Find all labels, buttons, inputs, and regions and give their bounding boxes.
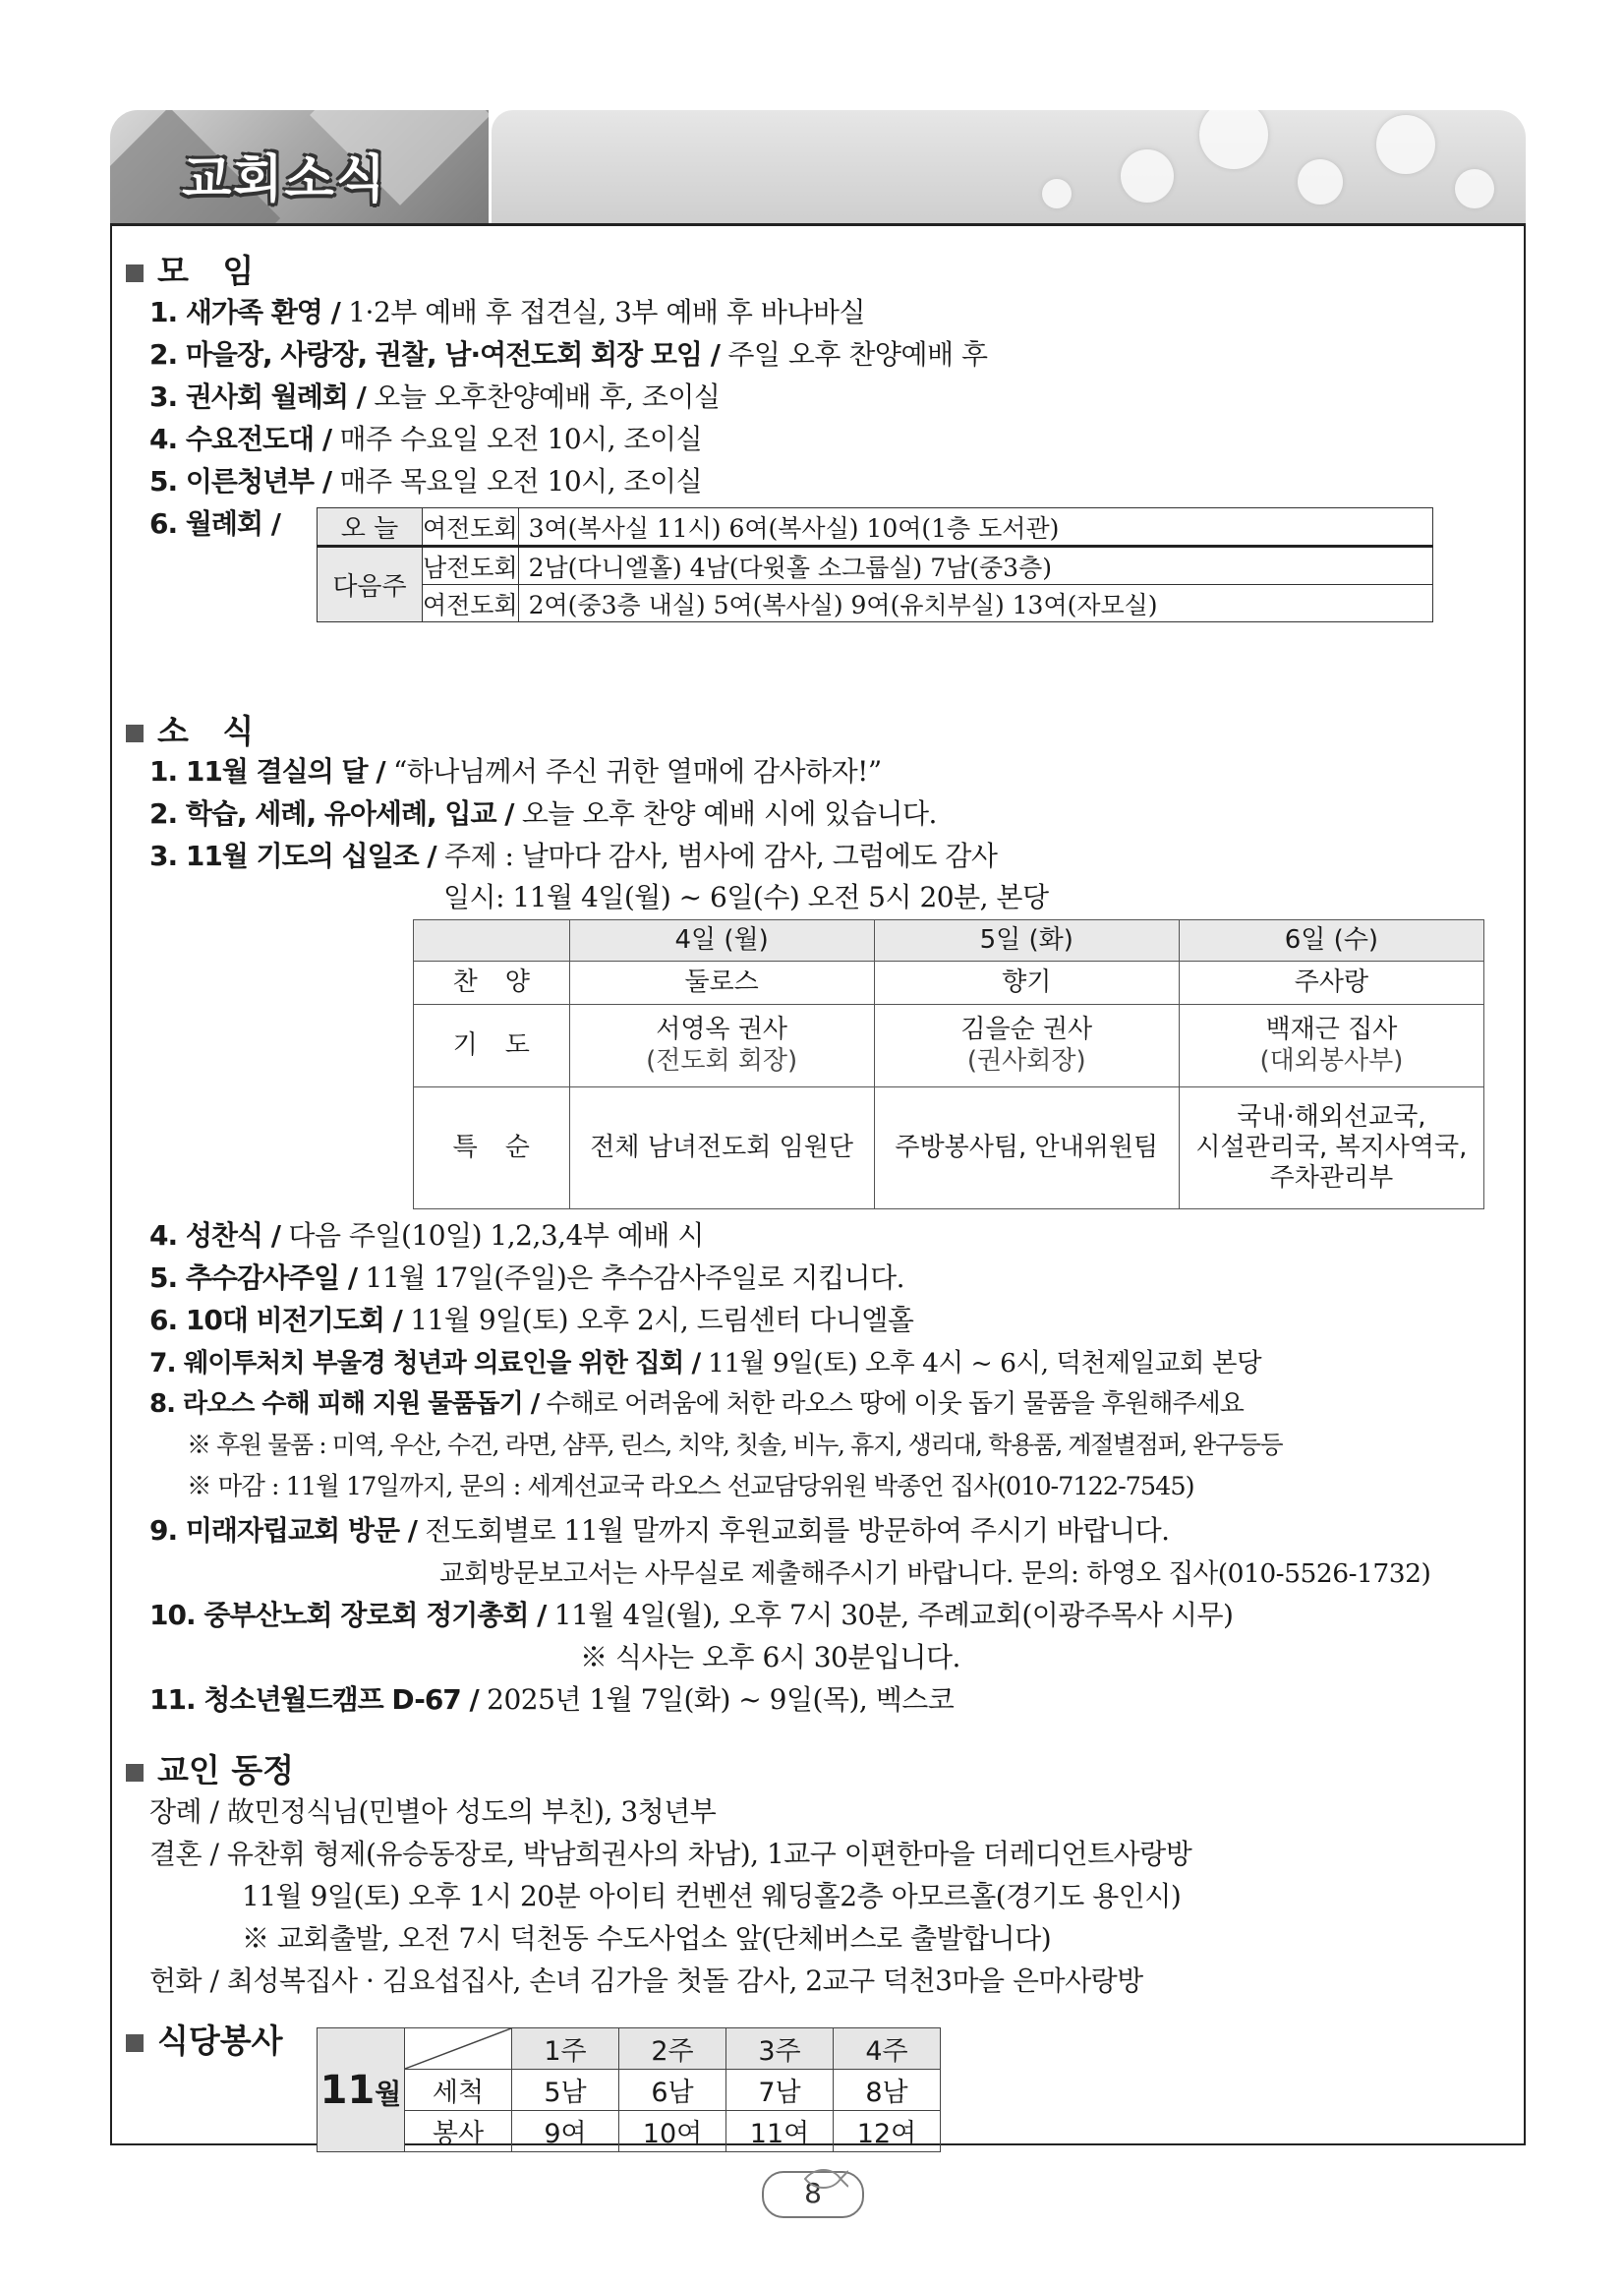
table-cell: 국내·해외선교국, 시설관리국, 복지사역국, 주차관리부 [1179,1087,1483,1209]
sosik-item: 3. 11월 기도의 십일조 / 주제 : 날마다 감사, 범사에 감사, 그럼에도 감사 [149,840,998,872]
row-label: 봉사 [405,2111,512,2152]
bullet-square-icon [126,2034,144,2052]
wolrye-text: 2남(다니엘홀) 4남(다윗홀 소그룹실) 7남(중3층) [518,547,1432,585]
row-label-teuksun: 특순 [414,1087,570,1209]
section-heading-gyoin: 교인 동정 [126,1745,294,1791]
section-heading-siktang: 식당봉사 [126,2016,283,2062]
wolrye-text: 2여(중3층 내실) 5여(복사실) 9여(유치부실) 13여(자모실) [518,585,1432,622]
blossom-decor [1455,169,1494,208]
sosik-item10-sub: ※ 식사는 오후 6시 30분입니다. [580,1641,960,1673]
table-cell: 8남 [834,2070,941,2111]
sosik-item3-date: 일시: 11월 4일(월) ~ 6일(수) 오전 5시 20분, 본당 [443,881,1049,913]
prayer-table [413,919,1484,1209]
moim-item: 5. 이른청년부 / 매주 목요일 오전 10시, 조이실 [149,465,703,498]
gyoin-line: 헌화 / 최성복집사 · 김요섭집사, 손녀 김가을 첫돌 감사, 2교구 덕천3마을 은마사랑방 [149,1964,1143,1997]
sosik-item: 8. 라오스 수해 피해 지원 물품돕기 / 수해로 어려움에 처한 라오스 땅에 이웃 돕기 물품을 후원해주세요 [149,1389,1244,1419]
table-cell: 김을순 권사 (권사회장) [874,1005,1179,1087]
header-banner-right [492,110,1526,223]
moim-item: 6. 월례회 / [149,507,280,540]
sosik-item: 1. 11월 결실의 달 / “하나님께서 주신 귀한 열매에 감사하자!” [149,755,882,788]
wolrye-group: 여전도회 [423,585,519,622]
gyoin-line: 결혼 / 유찬휘 형제(유승동장로, 박남희권사의 차남), 1교구 이편한마을 더레디언트사랑방 [149,1838,1192,1870]
donation-items-note: ※ 후원 물품 : 미역, 우산, 수건, 라면, 샴푸, 린스, 치약, 칫솔, 비누, 휴지, 생리대, 학용품, 계절별점퍼, 완구등등 [187,1431,1283,1459]
bullet-square-icon [126,264,144,282]
table-cell: 7남 [726,2070,834,2111]
diagonal-line [405,2028,511,2069]
table-cell: 6남 [619,2070,726,2111]
day-header: 4일 (월) [569,920,874,962]
sosik-item: 5. 추수감사주일 / 11월 17일(주일)은 추수감사주일로 지킵니다. [149,1261,905,1294]
gyoin-line: ※ 교회출발, 오전 7시 덕천동 수도사업소 앞(단체버스로 출발합니다) [242,1922,1052,1955]
week-header: 2주 [619,2028,726,2070]
sosik-item9-sub: 교회방문보고서는 사무실로 제출해주시기 바랍니다. 문의: 하영오 집사(010-5526-1732) [439,1558,1431,1589]
wolrye-next-label: 다음주 [318,547,423,622]
table-cell: 주사랑 [1179,962,1483,1005]
sosik-item: 4. 성찬식 / 다음 주일(10일) 1,2,3,4부 예배 시 [149,1219,704,1252]
section-heading-sosik: 소 식 [126,706,254,752]
table-cell: 향기 [874,962,1179,1005]
meal-service-table [317,2027,941,2152]
blossom-decor [1199,110,1268,169]
row-label-chanyang: 찬양 [414,962,570,1005]
wolrye-table [317,507,1433,622]
week-header: 4주 [834,2028,941,2070]
sosik-item: 9. 미래자립교회 방문 / 전도회별로 11월 말까지 후원교회를 방문하여 주시기 바랍니다. [149,1514,1170,1547]
day-header: 5일 (화) [874,920,1179,962]
moim-item: 1. 새가족 환영 / 1·2부 예배 후 접견실, 3부 예배 후 바나바실 [149,296,866,328]
blossom-decor [1298,159,1343,205]
wolrye-group: 남전도회 [423,547,519,585]
sosik-item: 11. 청소년월드캠프 D-67 / 2025년 1월 7일(화) ~ 9일(목), 벡스코 [149,1683,955,1716]
page-number: 8 [762,2171,864,2218]
week-header: 1주 [512,2028,619,2070]
bullet-square-icon [126,1764,144,1782]
table-corner [414,920,570,962]
week-header: 3주 [726,2028,834,2070]
wolrye-today-label: 오 늘 [318,508,423,547]
bullet-square-icon [126,725,144,742]
moim-item: 2. 마을장, 사랑장, 권찰, 남·여전도회 회장 모임 / 주일 오후 찬양예배 후 [149,338,988,371]
moim-item: 3. 권사회 월례회 / 오늘 오후찬양예배 후, 조이실 [149,381,721,413]
table-cell: 서영옥 권사 (전도회 회장) [569,1005,874,1087]
table-cell: 11여 [726,2111,834,2152]
row-label: 세척 [405,2070,512,2111]
gyoin-line: 11월 9일(토) 오후 1시 20분 아이티 컨벤션 웨딩홀2층 아모르홀(경기도 용인시) [242,1880,1182,1912]
table-cell: 백재근 집사 (대외봉사부) [1179,1005,1483,1087]
sosik-item: 10. 중부산노회 장로회 정기총회 / 11월 4일(월), 오후 7시 30분, 주례교회(이광주목사 시무) [149,1599,1234,1631]
sosik-item: 6. 10대 비전기도회 / 11월 9일(토) 오후 2시, 드림센터 다니엘홀 [149,1304,914,1336]
table-cell: 둘로스 [569,962,874,1005]
section-heading-moim: 모 임 [126,246,254,292]
row-label-gido: 기도 [414,1005,570,1087]
page-title: 교회소식 [182,150,387,209]
sosik-item: 7. 웨이투처치 부울경 청년과 의료인을 위한 집회 / 11월 9일(토) 오후 4시 ~ 6시, 덕천제일교회 본당 [149,1348,1262,1378]
deadline-note: ※ 마감 : 11월 17일까지, 문의 : 세계선교국 라오스 선교담당위원 박종언 집사(010-7122-7545) [187,1472,1194,1501]
table-cell: 5남 [512,2070,619,2111]
table-cell: 전체 남녀전도회 임원단 [569,1087,874,1209]
blossom-decor [1376,115,1435,174]
day-header: 6일 (수) [1179,920,1483,962]
blossom-decor [1042,179,1072,208]
table-cell: 9여 [512,2111,619,2152]
table-cell: 주방봉사팀, 안내위원팀 [874,1087,1179,1209]
table-cell: 12여 [834,2111,941,2152]
wolrye-text: 3여(복사실 11시) 6여(복사실) 10여(1층 도서관) [518,508,1432,547]
fish-icon [803,2167,848,2191]
gyoin-line: 장례 / 故민정식님(민별아 성도의 부친), 3청년부 [149,1795,717,1828]
diagonal-corner-cell [405,2028,512,2070]
blossom-decor [1121,149,1174,203]
moim-item: 4. 수요전도대 / 매주 수요일 오전 10시, 조이실 [149,423,703,455]
sosik-item: 2. 학습, 세례, 유아세례, 입교 / 오늘 오후 찬양 예배 시에 있습니다. [149,797,937,830]
wolrye-group: 여전도회 [423,508,519,547]
month-cell: 11월 [318,2028,405,2152]
table-cell: 10여 [619,2111,726,2152]
